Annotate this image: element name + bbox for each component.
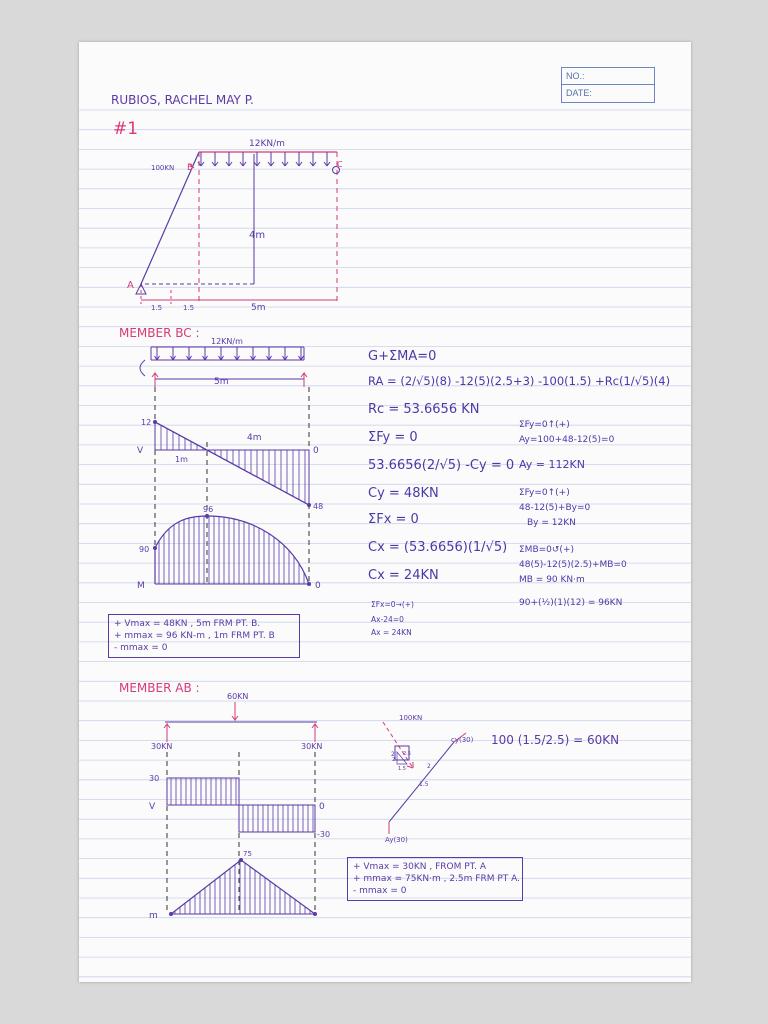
bc-shear-min: 48	[313, 502, 324, 511]
eq-line: ΣFx = 0	[368, 512, 419, 527]
point-c-label: C	[337, 160, 343, 169]
reaction-c-arrow-icon	[301, 373, 307, 387]
eq-line: MB = 90 KN·m	[519, 575, 585, 585]
bc-moment-start: 90	[139, 545, 150, 554]
problem-number: #1	[113, 119, 139, 139]
eq-line: RA = (2/√5)(8) -12(5)(2.5+3) -100(1.5) +Rc(1/√5)(4)	[368, 374, 671, 388]
dim-2-label: 1.5	[183, 304, 195, 312]
ab-shear-zero: 0	[319, 802, 325, 812]
member-ab-heading: MEMBER AB :	[119, 681, 200, 695]
svg-text:2: 2	[392, 757, 396, 763]
main-frame-figure	[141, 152, 337, 304]
bc-moment-max: 96	[203, 505, 214, 514]
svg-text:1.5: 1.5	[398, 766, 406, 772]
bc-seg-2: 4m	[247, 433, 262, 443]
ab-right-reaction-label: 30KN	[301, 742, 323, 751]
resolve-equation: 100 (1.5/2.5) = 60KN	[491, 733, 620, 747]
eq-line: Ay=100+48-12(5)=0	[519, 435, 615, 445]
resolve-leg-b: 1.5	[419, 781, 429, 788]
bc-shear-start: 12	[141, 418, 152, 427]
eq-line: Ax-24=0	[371, 615, 404, 624]
udl-arrows-main	[198, 152, 330, 166]
eq-line: ΣFy = 0	[368, 430, 418, 445]
ab-shear-diagram	[167, 752, 315, 914]
ab-point-load-arrow-icon	[232, 702, 238, 720]
member-bc-beam	[151, 347, 304, 379]
ab-moment-label: m	[149, 911, 158, 921]
point-b-label: B	[187, 163, 194, 173]
moment-arrow-icon	[140, 360, 145, 376]
resolve-leg-a: 2	[391, 751, 395, 758]
summary-line: + Vmax = 30KN , FROM PT. A	[353, 862, 486, 872]
bc-span-label: 5m	[214, 377, 229, 387]
summary-line: + mmax = 96 KN-m , 1m FRM PT. B	[114, 631, 275, 641]
eq-line: Cx = 24KN	[368, 568, 439, 583]
eq-line: 48-12(5)+By=0	[519, 503, 591, 513]
eq-line: Cy = 48KN	[368, 486, 439, 501]
main-udl-label: 12KN/m	[249, 139, 285, 149]
resolve-load-label: 100KN	[399, 714, 423, 722]
eq-line: ΣFy=0↑(+)	[519, 420, 570, 430]
eq-line: Cx = (53.6656)(1/√5)	[368, 540, 508, 555]
summary-line: + mmax = 75KN·m , 2.5m FRM PT A.	[353, 874, 520, 884]
bc-seg-1: 1m	[175, 455, 188, 464]
ab-left-reaction-label: 30KN	[151, 742, 173, 751]
height-label: 4m	[249, 230, 266, 241]
eq-line: Ay = 112KN	[519, 458, 585, 471]
ab-right-reaction-arrow-icon	[312, 724, 318, 742]
bc-shear-end: 0	[313, 446, 319, 456]
udl-arrows-bc	[155, 347, 304, 360]
ab-shear-label: V	[149, 802, 156, 812]
resolve-bottom-reaction: Ay(30)	[385, 836, 408, 844]
notebook-page	[79, 42, 691, 982]
resolve-top-reaction: cy(30)	[451, 736, 474, 744]
ab-moment-max: 75	[243, 850, 252, 858]
eq-line: ΣMB=0↺(+)	[519, 545, 574, 555]
eq-line: 48(5)-12(5)(2.5)+MB=0	[519, 560, 627, 570]
dim-1-label: 1.5	[151, 304, 163, 312]
bc-moment-label: M	[137, 581, 145, 591]
author-name: RUBIOS, RACHEL MAY P.	[111, 93, 254, 107]
eq-line: Ax = 24KN	[371, 628, 412, 637]
resolve-leg-c: 2	[427, 763, 431, 770]
summary-line: - mmax = 0	[353, 886, 407, 896]
bc-shear-label: V	[137, 446, 144, 456]
date-field: DATE:	[566, 88, 592, 98]
main-point-load-label: 100KN	[151, 164, 175, 172]
point-a-label: A	[127, 280, 134, 291]
bc-udl-label: 12KN/m	[211, 337, 243, 346]
bc-summary-box	[108, 614, 300, 658]
svg-text:2.5: 2.5	[403, 751, 411, 757]
ab-left-reaction-arrow-icon	[164, 724, 170, 742]
ab-summary-box	[347, 857, 523, 901]
eq-line: G+ΣMA=0	[368, 349, 437, 364]
eq-line: By = 12KN	[527, 518, 576, 528]
bc-moment-end: 0	[315, 581, 321, 591]
member-bc-heading: MEMBER BC :	[119, 326, 200, 340]
ab-shear-left: 30	[149, 774, 160, 783]
summary-line: - mmax = 0	[114, 643, 168, 653]
no-field: NO.:	[562, 68, 654, 85]
eq-line: Rc = 53.6656 KN	[368, 402, 480, 417]
summary-line: + Vmax = 48KN , 5m FRM PT. B.	[114, 619, 261, 629]
eq-line: 53.6656(2/√5) -Cy = 0	[368, 458, 515, 473]
bc-shear-diagram	[153, 387, 311, 582]
ab-shear-right: -30	[317, 830, 331, 839]
ab-moment-diagram	[169, 858, 317, 916]
eq-line: ΣFy=0↑(+)	[519, 488, 570, 498]
eq-line: 90+(½)(1)(12) = 96KN	[519, 598, 623, 608]
eq-line: ΣFx=0→(+)	[371, 600, 414, 609]
reaction-b-arrow-icon	[152, 373, 158, 387]
bc-moment-diagram	[153, 514, 311, 586]
dim-3-label: 5m	[251, 303, 266, 313]
ab-point-load-label: 60KN	[227, 692, 249, 701]
